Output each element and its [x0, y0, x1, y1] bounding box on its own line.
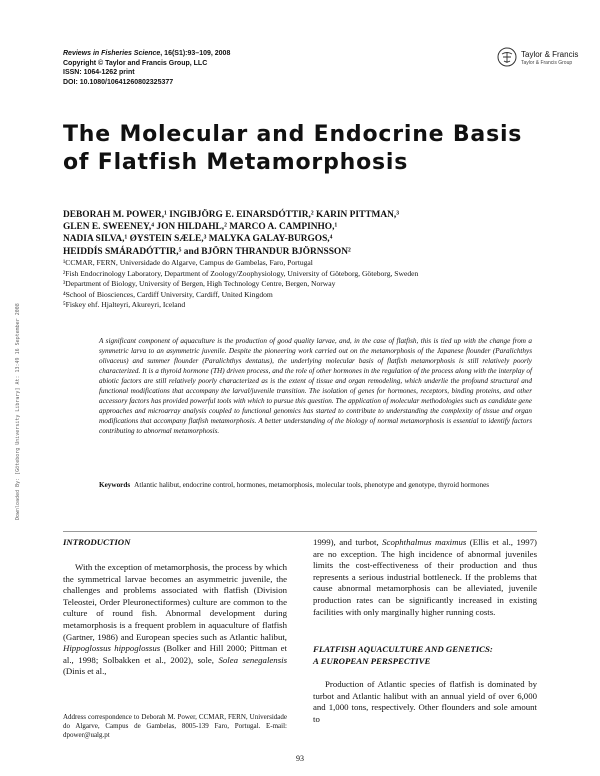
- species-name: Scophthalmus maximus: [382, 537, 467, 547]
- affiliation: ⁴School of Biosciences, Cardiff University, Cardiff, United Kingdom: [63, 289, 273, 299]
- affiliation: ²Fish Endocrinology Laboratory, Department of Zoology/Zoophysiology, University of Göteborg, Göteborg, Sweden: [63, 268, 419, 278]
- author-line: DEBORAH M. POWER,¹ INGIBJÖRG E. EINARSDÓTTIR,² KARIN PITTMAN,³: [63, 210, 400, 220]
- introduction-heading: INTRODUCTION: [63, 537, 131, 547]
- title-line-2: of Flatfish Metamorphosis: [63, 150, 409, 175]
- copyright-line: Copyright © Taylor and Francis Group, LLC: [63, 59, 208, 67]
- publisher-name: Taylor & Francis: [521, 50, 579, 59]
- aquaculture-paragraph: [313, 679, 537, 725]
- doi-line: DOI: 10.1080/10641260802325377: [63, 78, 174, 86]
- abstract: A significant component of aquaculture is the production of good quality larvae, and, in the case of flatfish, this is tied up with the change from a symmetric larva to an asymmetric juvenile. Despite the pioneering work carried out on the metamorphosis of the Japanese flounder (Paralichthys olivaceus) and summer flounder (Paralichthys dentatus), the underlying molecular basis of flatfish metamorphosis is still relatively poorly characterized. It is a thyroid hormone (TH) driven process, and the role of other hormones in the regulation of the process along with the interplay of abiotic factors are still relatively poorly characterized as is the extent of tissue and organ remodeling, which underlie the profound structural and functional modifications that accompany the larval/juvenile transition. The isolation of genes for hormones, receptors, binding proteins, and other accessory factors has provided powerful tools with which to pursue this question. The application of molecular methodologies such as candidate gene approaches and microarray analysis coupled to functional genomics has started to contribute to understanding the complexity of tissue and organ modifications that accompany flatfish metamorphosis. A better understanding of the biology of normal metamorphosis is essential to identify factors contributing to abnormal metamorphosis.: [99, 337, 532, 435]
- species-name: Hippoglossus hippoglossus: [63, 643, 161, 654]
- right-column-paragraph: [313, 537, 537, 618]
- species-name: Solea senegalensis: [218, 654, 287, 665]
- intro-text: (Bolker and Hill 2000; Pittman et al., 1998; Solbakken et al., 2002), sole,: [63, 643, 287, 665]
- keywords: [99, 480, 532, 490]
- introduction-paragraph: [63, 562, 287, 678]
- author-list: [63, 209, 563, 258]
- download-stamp: Downloaded By: [Göteborg University Library] At: 13:49 16 September 2008: [15, 303, 21, 520]
- body-text: 1999), and turbot,: [313, 537, 383, 547]
- journal-volume: , 16(S1):93–109, 2008: [160, 50, 231, 57]
- issn-line: ISSN: 1064-1262 print: [63, 69, 135, 77]
- affiliation: ³Department of Biology, University of Bergen, High Technology Centre, Bergen, Norway: [63, 279, 336, 289]
- keywords-label: Keywords: [99, 481, 131, 489]
- intro-text: With the exception of metamorphosis, the process by which the symmetrical larvae becomes an asymmetric juvenile, the challenges and problems associated with flatfish (Division Teleostei, Order Pleuronectiformes) culture are common to the culture of round fish. Abnormal development during metamorphosis is a frequent problem in aquaculture of flatfish (Gartner, 1986) and European species such as Atlantic halibut,: [63, 562, 287, 642]
- journal-header: [63, 49, 230, 87]
- publisher-logo-icon: [497, 47, 517, 67]
- affiliation-list: [63, 258, 563, 311]
- affiliation: ⁵Fiskey ehf. Hjalteyri, Akureyri, Iceland: [63, 300, 186, 310]
- section-heading: [313, 644, 493, 667]
- intro-text: (Dinis et al.,: [63, 666, 107, 677]
- author-line: GLEN E. SWEENEY,⁴ JON HILDAHL,² MARCO A. CAMPINHO,¹: [63, 222, 338, 233]
- journal-citation: [63, 49, 230, 59]
- section-divider: [63, 531, 537, 532]
- body-text: Production of Atlantic species of flatfish is dominated by turbot and Atlantic halibut with an annual yield of over 6,000 and 1,000 tons, respectively. Other flounders and sole amount to: [313, 679, 537, 724]
- keywords-text: Atlantic halibut, endocrine control, hormones, metamorphosis, molecular tools, phenotype and genotype, thyroid hormones: [134, 481, 490, 489]
- section-heading-line: FLATFISH AQUACULTURE AND GENETICS:: [313, 644, 493, 654]
- title-line-1: The Molecular and Endocrine Basis: [63, 122, 523, 147]
- page-number: 93: [296, 754, 304, 763]
- correspondence-footnote: Address correspondence to Deborah M. Power, CCMAR, FERN, Universidade do Algarve, Campus de Gambelas, 8005-139 Faro, Portugal. E-mail: dpower@ualg.pt: [63, 713, 287, 739]
- article-title: [63, 121, 543, 177]
- author-line: NADIA SILVA,¹ ØYSTEIN SÆLE,³ MALYKA GALAY-BURGOS,⁴: [63, 234, 333, 245]
- body-text: (Ellis et al., 1997) are no exception. The high incidence of abnormal juveniles limits the cost-effectiveness of their production and thus represents a serious industrial bottleneck. If the problems that cause abnormal metamorphosis can be alleviated, juvenile production rates can be significantly increased in existing facilities with only marginally higher running costs.: [313, 537, 537, 617]
- publisher-tagline: Taylor & Francis Group: [521, 60, 573, 66]
- affiliation: ¹CCMAR, FERN, Universidade do Algarve, Campus de Gambelas, Faro, Portugal: [63, 258, 313, 267]
- author-line: HEIDDÍS SMÁRADÓTTIR,⁵ and BJÖRN THRANDUR BJÖRNSSON²: [63, 246, 351, 257]
- journal-name: Reviews in Fisheries Science: [63, 50, 161, 57]
- section-heading-line: A EUROPEAN PERSPECTIVE: [313, 655, 431, 666]
- publisher-logo: [497, 47, 597, 71]
